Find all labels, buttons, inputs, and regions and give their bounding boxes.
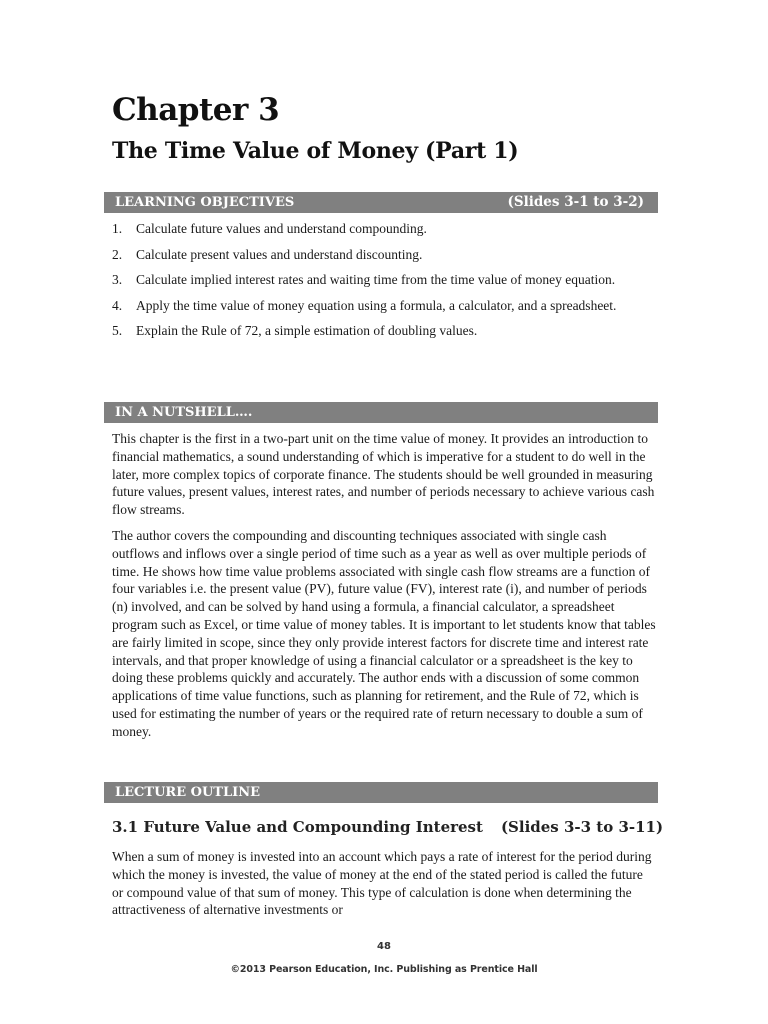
objective-text: Calculate present values and understand discounting. bbox=[136, 246, 423, 262]
objective-item bbox=[112, 220, 642, 238]
objective-text: Calculate future values and understand compounding. bbox=[136, 221, 427, 236]
objective-number: 2. bbox=[112, 246, 123, 262]
section-paragraph: When a sum of money is invested into an account which pays a rate of interest for the period during which the money is invested, the value of money at the end of the stated period is called the future or compound value of that sum of money. This type of calculation is done when determining the attractiveness of alternative investments or bbox=[112, 849, 652, 918]
objective-item bbox=[112, 322, 642, 340]
chapter-label: Chapter 3 bbox=[112, 92, 280, 128]
nutshell-heading: IN A NUTSHELL…. bbox=[115, 405, 253, 420]
section-title: 3.1 Future Value and Compounding Interest bbox=[112, 818, 483, 836]
objective-number: 3. bbox=[112, 272, 123, 287]
lecture-outline-bar bbox=[104, 782, 658, 803]
copyright-notice: ©2013 Pearson Education, Inc. Publishing as Prentice Hall bbox=[230, 964, 538, 975]
page-number: 48 bbox=[377, 941, 391, 952]
learning-objectives-bar bbox=[104, 192, 658, 213]
section-heading bbox=[112, 818, 664, 836]
objective-text: Explain the Rule of 72, a simple estimation of doubling values. bbox=[136, 323, 478, 338]
objective-number: 4. bbox=[112, 297, 123, 313]
section-slides-ref: (Slides 3-3 to 3-11) bbox=[500, 818, 664, 836]
chapter-title: The Time Value of Money (Part 1) bbox=[112, 138, 519, 164]
nutshell-bar bbox=[104, 402, 658, 423]
objective-text: Apply the time value of money equation using a formula, a calculator, and a spreadsheet. bbox=[136, 297, 617, 313]
objective-item bbox=[112, 271, 642, 289]
learning-objectives-heading: LEARNING OBJECTIVES bbox=[115, 195, 295, 210]
objective-item bbox=[112, 246, 642, 264]
objective-number: 1. bbox=[112, 221, 123, 236]
lecture-outline-heading: LECTURE OUTLINE bbox=[115, 785, 260, 800]
learning-objectives-list bbox=[112, 220, 642, 348]
objective-number: 5. bbox=[112, 323, 123, 338]
learning-objectives-slides-ref: (Slides 3-1 to 3-2) bbox=[507, 194, 644, 210]
nutshell-paragraph: The author covers the compounding and discounting techniques associated with single cash outflows and inflows over a single period of time such as a year as well as over multiple periods of time. He shows how time value problems associated with single cash flow streams are a function of four variables i.e. the present value (PV), future value (FV), interest rate (i), and number of periods (n) involved, and can be solved by hand using a formula, a financial calculator, a spreadsheet program such as Excel, or time value of money tables. It is important to let students know that tables are fairly limited in scope, since they only provide interest factors for discrete time and interest rate intervals, and that proper knowledge of using a financial calculator or a spreadsheet is the key to doing these problems quickly and accurately. The author ends with a discussion of some common applications of time value functions, such as planning for retirement, and the Rule of 72, which is used for estimating the number of years or the required rate of return necessary to double a sum of money. bbox=[112, 528, 656, 739]
objective-item bbox=[112, 297, 642, 315]
nutshell-paragraph: This chapter is the first in a two-part unit on the time value of money. It provides an introduction to financial mathematics, a sound understanding of which is imperative for a student to do well in the later, more complex topics of corporate finance. The students should be well grounded in measuring future values, present values, interest rates, and number of periods necessary to achieve various cash flow streams. bbox=[112, 431, 655, 518]
objective-text: Calculate implied interest rates and waiting time from the time value of money equation. bbox=[136, 272, 616, 287]
